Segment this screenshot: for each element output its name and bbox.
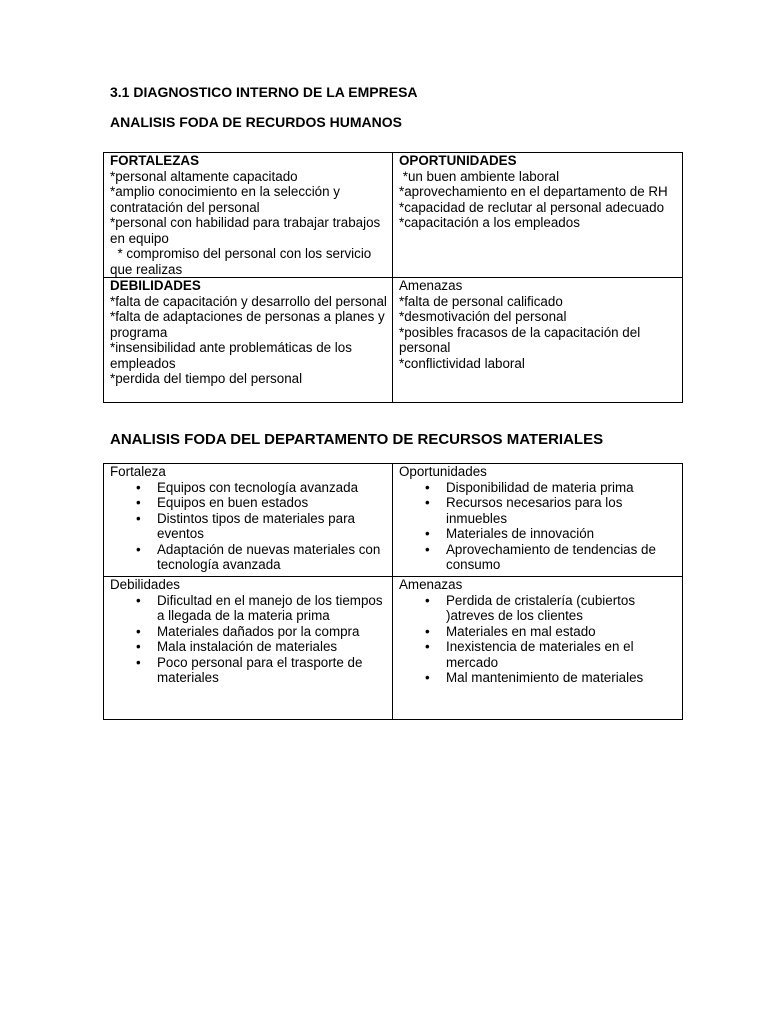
list-item: • Aprovechamiento de tendencias de consumo [425,541,656,572]
rh-oportunidades-item: *aprovechamiento en el departamento de RH [399,184,668,199]
rh-oportunidades-item: *capacitación a los empleados [399,215,580,230]
bullet-icon: • [136,592,141,608]
mat-fortaleza-list [110,480,388,573]
rh-amenazas-item: *desmotivación del personal [399,309,567,324]
list-item: • Inexistencia de materiales en el mercado [425,639,634,670]
list-item: • Recursos necesarios para los inmuebles [425,495,623,526]
bullet-icon: • [136,639,141,654]
mat-amenazas-list [399,593,678,686]
list-item: • Adaptación de nuevas materiales con tecnología avanzada [136,541,381,572]
bullet-icon: • [425,670,430,685]
rh-debilidades-item: *falta de capacitación y desarrollo del personal [110,293,387,309]
mat-amenazas-title: Amenazas [399,577,463,592]
rh-fortalezas-item: *personal con habilidad para trabajar trabajos en equipo [110,215,381,246]
rh-fortalezas-item: *personal altamente capacitado [110,168,298,184]
list-item: • Materiales dañados por la compra [136,623,360,639]
materiales-foda-heading: ANALISIS FODA DEL DEPARTAMENTO DE RECURSOS MATERIALES [110,431,604,448]
bullet-icon: • [136,510,141,526]
list-item: • Perdida de cristalería (cubiertos )atreves de los clientes [425,592,636,623]
rh-amenazas-item: *falta de personal calificado [399,293,563,309]
rh-amenazas-cell [393,278,683,403]
list-item: • Mala instalación de materiales [136,639,338,654]
bullet-icon: • [136,479,141,495]
bullet-icon: • [136,623,141,639]
rh-fortalezas-item: *amplio conocimiento en la selección y contratación del personal [110,184,340,215]
mat-fortaleza-title: Fortaleza [110,464,166,479]
mat-debilidades-cell [104,577,393,720]
rh-debilidades-cell [104,278,393,403]
list-item: • Equipos con tecnología avanzada [136,479,359,495]
bullet-icon: • [425,623,430,639]
rh-debilidades-item: *insensibilidad ante problemáticas de los empleados [110,340,352,371]
mat-oportunidades-list [399,480,678,573]
list-item: • Materiales en mal estado [425,623,596,639]
bullet-icon: • [425,479,430,495]
rh-debilidades-title: DEBILIDADES [110,278,201,293]
list-item: • Distintos tipos de materiales para eventos [136,510,355,541]
list-item: • Poco personal para el trasporte de materiales [136,654,363,685]
bullet-icon: • [425,592,430,608]
rh-foda-table [103,152,683,403]
bullet-icon: • [136,541,141,557]
rh-amenazas-title: Amenazas [399,278,463,293]
rh-debilidades-item: *falta de adaptaciones de personas a planes y programa [110,309,385,340]
mat-debilidades-title: Debilidades [110,577,180,592]
section-heading: 3.1 DIAGNOSTICO INTERNO DE LA EMPRESA [110,84,418,100]
bullet-icon: • [425,526,430,541]
list-item: • Dificultad en el manejo de los tiempos a llegada de la materia prima [136,592,383,623]
bullet-icon: • [425,541,430,557]
rh-oportunidades-item: *un buen ambiente laboral [399,168,560,184]
rh-foda-heading: ANALISIS FODA DE RECURDOS HUMANOS [110,114,402,130]
list-item: • Disponibilidad de materia prima [425,479,634,495]
list-item: • Equipos en buen estados [136,495,309,510]
rh-oportunidades-title: OPORTUNIDADES [399,153,517,168]
materiales-foda-table [103,463,683,720]
rh-amenazas-item: *posibles fracasos de la capacitación del personal [399,324,641,355]
mat-fortaleza-cell [104,464,393,577]
mat-oportunidades-cell [393,464,683,577]
rh-oportunidades-item: *capacidad de reclutar al personal adecuado [399,199,665,215]
list-item: • Mal mantenimiento de materiales [425,670,644,685]
rh-oportunidades-cell [393,153,683,278]
rh-amenazas-item: *conflictividad laboral [399,355,525,371]
mat-oportunidades-title: Oportunidades [399,464,487,479]
list-item: • Materiales de innovación [425,526,595,541]
bullet-icon: • [136,654,141,670]
bullet-icon: • [425,639,430,654]
mat-amenazas-cell [393,577,683,720]
bullet-icon: • [136,495,141,510]
rh-fortalezas-cell [104,153,393,278]
rh-debilidades-item: *perdida del tiempo del personal [110,371,303,386]
bullet-icon: • [425,495,430,510]
rh-fortalezas-item: * compromiso del personal con los servicio que realizas [110,246,375,277]
rh-fortalezas-title: FORTALEZAS [110,153,200,168]
mat-debilidades-list [110,593,388,686]
